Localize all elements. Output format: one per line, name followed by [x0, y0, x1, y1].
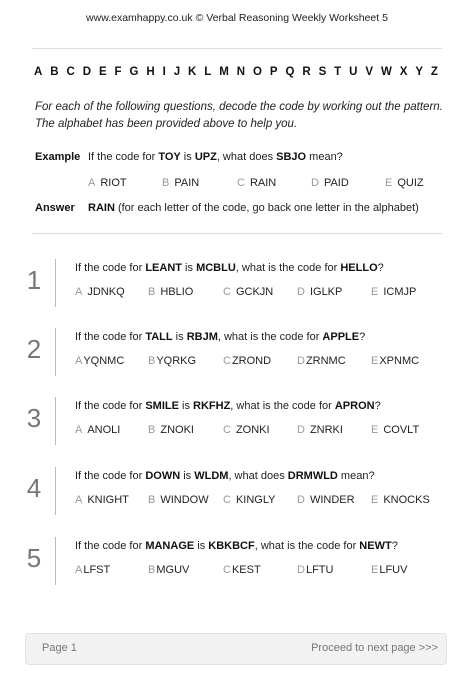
option-a[interactable] [75, 355, 124, 367]
option-c[interactable] [223, 424, 270, 436]
option-a[interactable] [88, 177, 127, 189]
option-text: LFST [83, 564, 111, 576]
option-text: KNIGHT [87, 494, 129, 506]
alphabet-letter: F [114, 66, 122, 78]
option-text: PAID [323, 177, 349, 189]
option-b[interactable] [148, 564, 189, 576]
question-options [0, 564, 474, 580]
option-letter: D [297, 494, 305, 506]
option-e[interactable] [371, 564, 407, 576]
option-letter: A [75, 564, 83, 576]
option-c[interactable] [223, 355, 271, 367]
question-text: If the code for MANAGE is KBKBCF, what is the code for NEWT? [75, 540, 398, 552]
alphabet-letter: H [146, 66, 155, 78]
alphabet-letter: U [349, 66, 358, 78]
option-d[interactable] [311, 177, 349, 189]
alphabet-letter: O [252, 66, 262, 78]
question-options [0, 424, 474, 440]
option-c[interactable] [223, 494, 275, 506]
option-letter: B [162, 177, 170, 189]
option-letter: D [297, 564, 305, 576]
option-b[interactable] [148, 355, 196, 367]
alphabet-letter: A [34, 66, 43, 78]
option-text: MGUV [156, 564, 190, 576]
alphabet-letter: N [236, 66, 246, 78]
option-text: HBLIO [160, 286, 194, 298]
option-letter: E [371, 564, 379, 576]
option-letter: E [371, 424, 379, 436]
question-number: 3 [26, 403, 42, 433]
option-letter: C [223, 564, 231, 576]
footer-bar [25, 633, 447, 665]
question-text: If the code for LEANT is MCBLU, what is the code for HELLO? [75, 262, 384, 274]
option-d[interactable] [297, 564, 333, 576]
question-text: If the code for TALL is RBJM, what is the code for APPLE? [75, 331, 366, 343]
alphabet-letter: S [318, 66, 327, 78]
option-text: JDNKQ [87, 286, 125, 298]
option-a[interactable] [75, 494, 129, 506]
option-letter: D [297, 286, 305, 298]
option-text: RAIN [249, 177, 277, 189]
alphabet-letter: P [269, 66, 278, 78]
question-options [0, 286, 474, 302]
option-e[interactable] [371, 424, 419, 436]
option-text: KEST [231, 564, 261, 576]
option-letter: A [75, 424, 83, 436]
option-e[interactable] [371, 286, 416, 298]
option-letter: C [223, 494, 231, 506]
alphabet-letter: B [50, 66, 59, 78]
alphabet-row [34, 66, 438, 78]
example-options [0, 177, 474, 193]
question-text: If the code for SMILE is RKFHZ, what is the code for APRON? [75, 400, 381, 412]
option-letter: D [297, 355, 305, 367]
option-text: ICMJP [383, 286, 417, 298]
question-text: If the code for DOWN is WLDM, what does DRMWLD mean? [75, 470, 375, 482]
option-letter: A [88, 177, 96, 189]
option-a[interactable] [75, 564, 110, 576]
option-e[interactable] [371, 355, 419, 367]
question-options [0, 494, 474, 510]
worksheet-header: www.examhappy.co.uk © Verbal Reasoning Weekly Worksheet 5 [86, 12, 388, 24]
option-d[interactable] [297, 494, 355, 506]
option-text: LFTU [305, 564, 334, 576]
option-text: ANOLI [87, 424, 121, 436]
option-letter: C [237, 177, 245, 189]
option-text: ZROND [231, 355, 272, 367]
option-b[interactable] [162, 177, 199, 189]
option-text: IGLKP [309, 286, 343, 298]
option-a[interactable] [75, 424, 120, 436]
alphabet-letter: E [98, 66, 107, 78]
option-text: KNOCKS [383, 494, 430, 506]
option-b[interactable] [148, 424, 194, 436]
option-letter: C [223, 424, 231, 436]
header-divider [32, 48, 442, 49]
option-text: LFUV [379, 564, 408, 576]
question-number: 2 [26, 334, 42, 364]
alphabet-letter: L [204, 66, 212, 78]
option-text: YQRKG [156, 355, 197, 367]
alphabet-letter: D [82, 66, 92, 78]
page-number: Page 1 [42, 642, 77, 654]
option-b[interactable] [148, 494, 209, 506]
option-e[interactable] [371, 494, 430, 506]
option-letter: A [75, 286, 83, 298]
option-text: COVLT [383, 424, 420, 436]
option-letter: B [148, 564, 156, 576]
option-d[interactable] [297, 286, 342, 298]
alphabet-letter: R [302, 66, 311, 78]
option-letter: E [385, 177, 393, 189]
option-e[interactable] [385, 177, 424, 189]
alphabet-letter: Z [430, 66, 438, 78]
next-page-link[interactable]: Proceed to next page >>> [311, 642, 438, 654]
option-letter: C [223, 355, 231, 367]
option-c[interactable] [223, 286, 273, 298]
option-letter: B [148, 286, 156, 298]
alphabet-letter: C [66, 66, 75, 78]
alphabet-letter: W [380, 66, 392, 78]
option-letter: A [75, 355, 83, 367]
option-letter: D [311, 177, 319, 189]
option-d[interactable] [297, 355, 346, 367]
answer-text: RAIN (for each letter of the code, go back one letter in the alphabet) [88, 202, 419, 214]
option-c[interactable] [237, 177, 276, 189]
option-text: YQNMC [83, 355, 125, 367]
option-text: QUIZ [397, 177, 424, 189]
option-text: WINDOW [160, 494, 209, 506]
alphabet-letter: G [129, 66, 139, 78]
alphabet-letter: Y [415, 66, 423, 78]
option-letter: C [223, 286, 231, 298]
alphabet-letter: V [365, 66, 374, 78]
alphabet-letter: T [334, 66, 342, 78]
example-question: If the code for TOY is UPZ, what does SBJO mean? [88, 151, 343, 163]
option-a[interactable] [75, 286, 125, 298]
option-text: PAIN [174, 177, 200, 189]
question-number: 1 [26, 265, 42, 295]
alphabet-letter: Q [285, 66, 295, 78]
instructions-line-2: The alphabet has been provided above to help you. [35, 118, 298, 130]
option-letter: B [148, 494, 156, 506]
option-letter: E [371, 494, 379, 506]
alphabet-letter: M [219, 66, 229, 78]
option-letter: D [297, 424, 305, 436]
option-text: RIOT [100, 177, 127, 189]
option-letter: E [371, 286, 379, 298]
instructions [35, 99, 445, 133]
option-c[interactable] [223, 564, 261, 576]
question-number: 4 [26, 473, 42, 503]
option-text: ZONKI [235, 424, 270, 436]
example-label: Example [35, 151, 81, 163]
option-text: KINGLY [235, 494, 276, 506]
option-letter: B [148, 424, 156, 436]
option-text: ZNOKI [160, 424, 194, 436]
option-text: XPNMC [379, 355, 420, 367]
option-letter: E [371, 355, 379, 367]
option-text: ZRNMC [305, 355, 346, 367]
option-text: ZNRKI [309, 424, 343, 436]
option-b[interactable] [148, 286, 193, 298]
option-text: GCKJN [235, 286, 274, 298]
option-d[interactable] [297, 424, 343, 436]
alphabet-letter: K [188, 66, 197, 78]
option-letter: A [75, 494, 83, 506]
question-number: 5 [26, 543, 42, 573]
alphabet-letter: J [173, 66, 181, 78]
alphabet-letter: I [162, 66, 166, 78]
option-letter: B [148, 355, 156, 367]
instructions-line-1: For each of the following questions, decode the code by working out the pattern. [35, 101, 443, 113]
option-text: WINDER [309, 494, 355, 506]
alphabet-letter: X [399, 66, 408, 78]
question-options [0, 355, 474, 371]
example-divider [32, 233, 442, 234]
answer-label: Answer [35, 202, 75, 214]
